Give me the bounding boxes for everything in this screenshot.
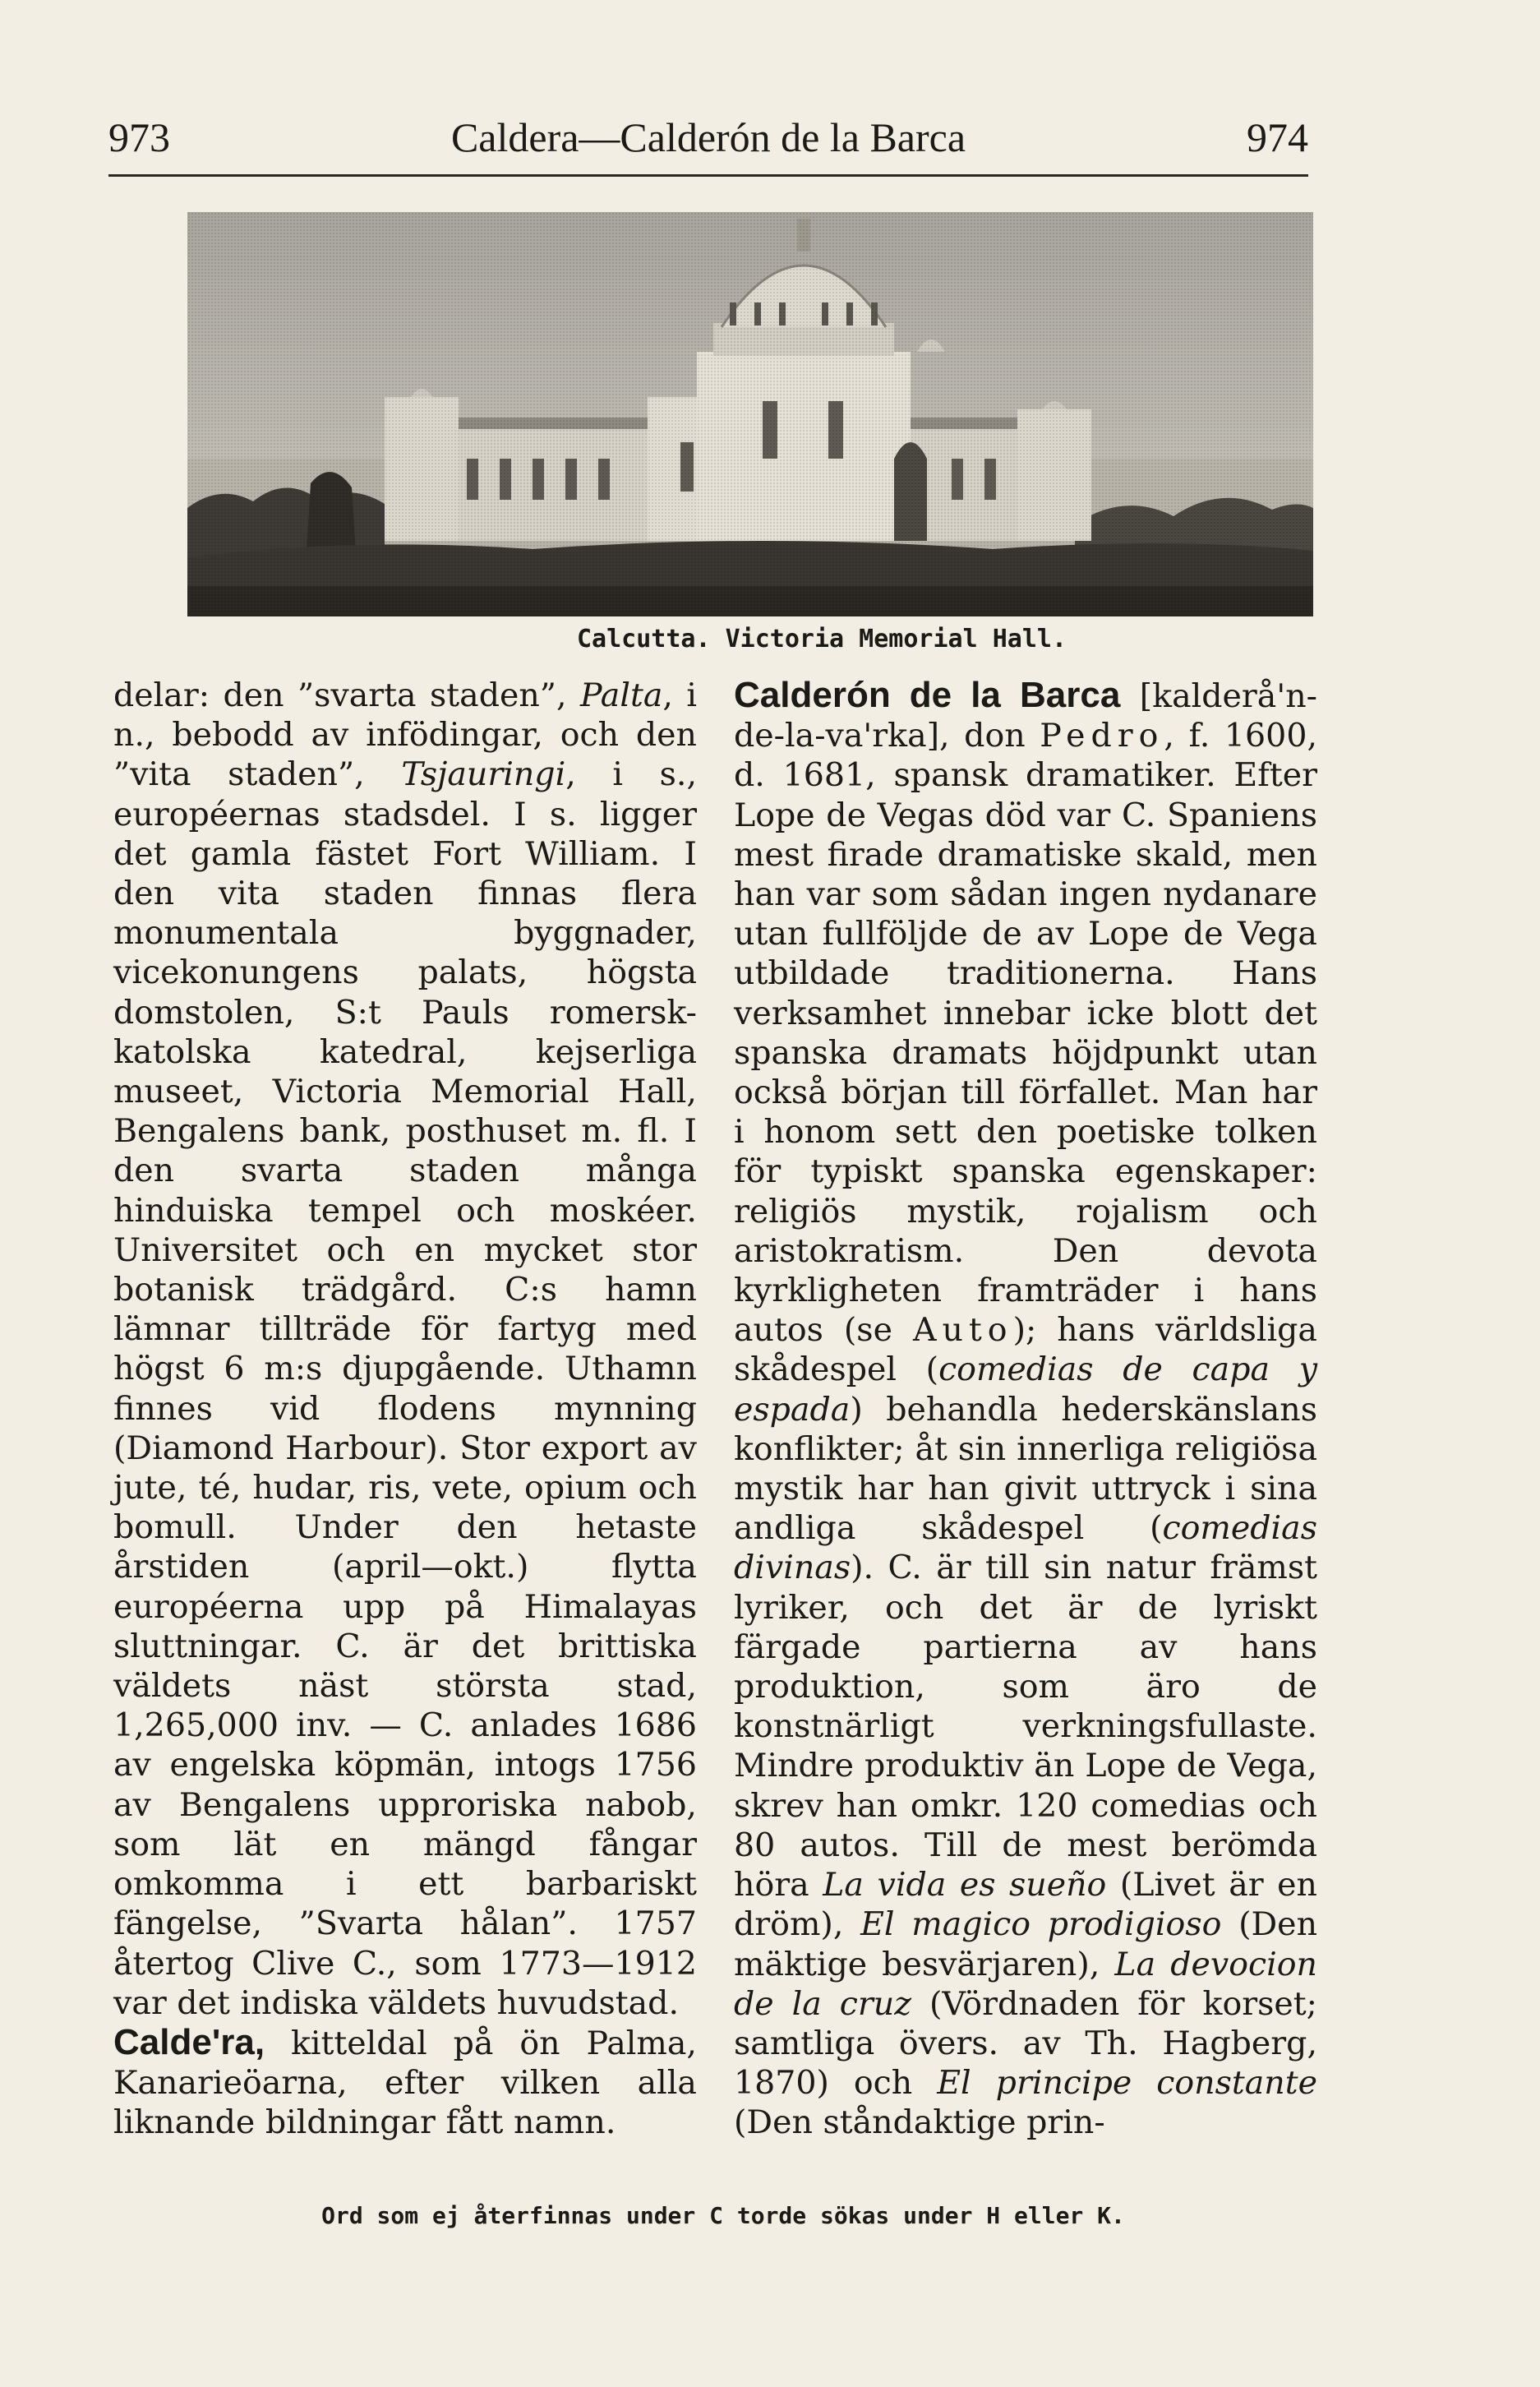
italic-term: Palta	[579, 676, 663, 714]
text-segment: ); hans världsliga skådespel (	[734, 1311, 1317, 1389]
italic-term: comedias divinas	[734, 1509, 1317, 1587]
text-segment: (Vördnaden för korset; samtliga övers. av Th. Hagberg, 1870) och	[734, 1984, 1317, 2103]
text-segment: , f. 1600, d. 1681, spansk dramatiker. Efter Lope de Vegas död var C. Spaniens mest firade dramatiske skald, men han var som sådan ingen nydanare utan fullföljde de av Lope de Vega utbildade traditionerna. Hans verksamhet innebar icke blott det spanska dramats höjdpunkt utan också början till förfallet. Man har i honom sett den poetiske tolken för typiskt spanska egenskaper: religiös mystik, rojalism och aristokratism. Den devota kyrkligheten framträder i hans autos (se	[734, 717, 1317, 1350]
footer-note: Ord som ej återfinnas under C torde sökas under H eller K.	[321, 2202, 1125, 2229]
caldera-entry	[113, 2023, 697, 2143]
page-number-right: 974	[1247, 114, 1308, 160]
text-segment: delar: den ”svarta staden”,	[113, 676, 580, 714]
calderon-entry	[734, 676, 1317, 2143]
text-segment: , i n., bebodd av infödingar, och den ”vita staden”,	[113, 676, 697, 794]
text-segment: (Livet är en dröm),	[734, 1866, 1317, 1944]
right-column	[734, 676, 1317, 2180]
header-rule	[108, 174, 1308, 177]
italic-title: La devocion de la cruz	[734, 1945, 1317, 2023]
page-number-left: 973	[108, 114, 170, 160]
victoria-memorial-hall-photo	[187, 212, 1313, 616]
left-column	[113, 676, 697, 2180]
italic-title: El magico prodigioso	[860, 1905, 1222, 1944]
italic-term: Tsjauringi	[401, 755, 566, 794]
spaced-name: Pedro	[1040, 717, 1164, 755]
text-segment: , i s., européernas stadsdel. I s. ligger det gamla fästet Fort William. I den vita staden finnas flera monumentala byggnader, vicekonungens palats, högsta domstolen, S:t Pauls romersk-katolska katedral, kejserliga museet, Victoria Memorial Hall, Bengalens bank, posthuset m. fl. I den svarta staden många hinduiska tempel och moskéer. Universitet och en mycket stor botanisk trädgård. C:s hamn lämnar tillträde för fartyg med högst 6 m:s djupgående. Uthamn finnes vid flodens mynning (Diamond Harbour). Stor export av jute, té, hudar, ris, vete, opium och bomull. Under den hetaste årstiden (april—okt.) flytta européerna upp på Himalayas sluttningar. C. är det brittiska väldets näst största stad, 1,265,000 inv. — C. anlades 1686 av engelska köpmän, intogs 1756 av Bengalens upproriska nabob, som lät en mängd fångar omkomma i ett barbariskt fängelse, ”Svarta hålan”. 1757 återtog Clive C., som 1773—1912 var det indiska väldets huvudstad.	[113, 755, 697, 2022]
text-segment: kitteldal på ön Palma, Kanarieöarna, efter vilken alla liknande bildningar fått namn.	[113, 2024, 697, 2142]
running-header	[108, 108, 1308, 166]
text-segment: ) behandla hederskänslans konflikter; åt sin innerliga religiösa mystik har han givit uttryck i sina andliga skådespel (	[734, 1390, 1317, 1548]
italic-term: comedias de capa y espada	[734, 1350, 1318, 1429]
spaced-cross-reference: Auto	[912, 1311, 1013, 1350]
text-segment: (Den mäktige besvärjaren),	[734, 1905, 1318, 1983]
calcutta-entry-continued	[113, 676, 697, 2023]
italic-title: La vida es sueño	[823, 1866, 1107, 1905]
text-segment: (Den ståndaktige prin-	[734, 2103, 1105, 2142]
entry-headword: Calde'ra,	[113, 2021, 265, 2062]
running-title: Caldera—Calderón de la Barca	[450, 114, 966, 160]
text-segment: ). C. är till sin natur främst lyriker, och det är de lyriskt färgade partierna av hans produktion, som äro de konstnärligt verkningsfullaste. Mindre produktiv än Lope de Vega, skrev han omkr. 120 comedias och 80 autos. Till de mest berömda höra	[734, 1549, 1317, 1905]
text-segment: [kalderå'n-de-la-va'rka], don	[734, 677, 1317, 755]
italic-title: El principe constante	[937, 2064, 1318, 2103]
entry-headword: Calderón de la Barca	[734, 675, 1121, 715]
photo-caption: Calcutta. Victoria Memorial Hall.	[576, 625, 1067, 653]
